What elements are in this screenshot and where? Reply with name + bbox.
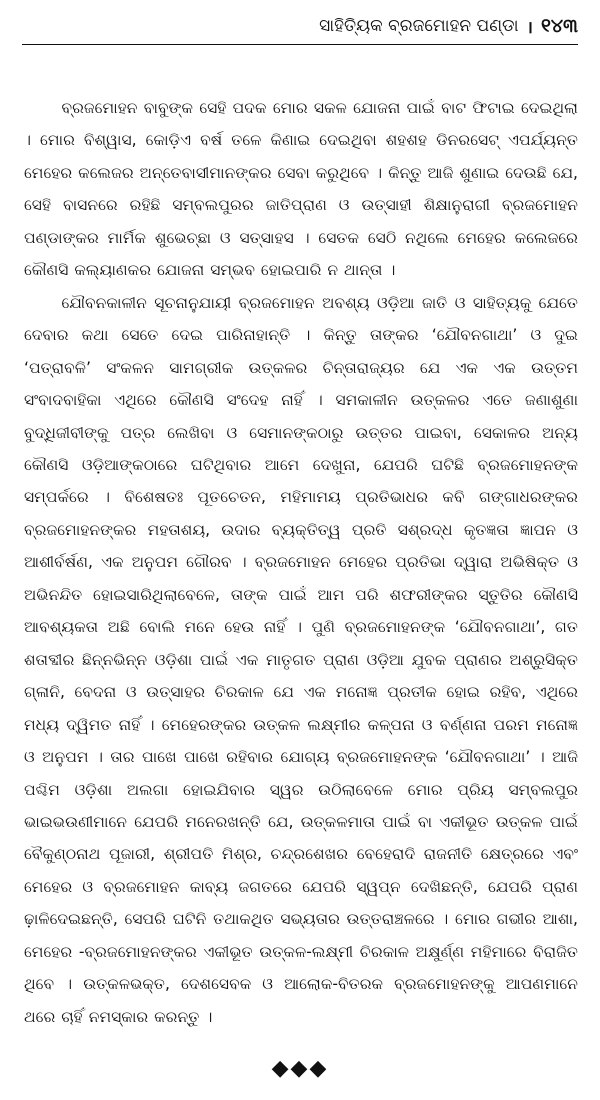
- running-header: [22, 10, 578, 42]
- end-ornament-diamond-icon: ◆◆◆: [271, 1056, 329, 1081]
- body-text: [24, 92, 578, 1033]
- page-number: ୧୪୩: [540, 15, 578, 37]
- paragraph-2: ଯୌବନକାଳୀନ ସୂଚନାନୁଯାୟୀ ବ୍ରଜମୋହନ ଅବଶ୍ୟ ଓଡ଼ିଆ ଜାତି ଓ ସାହିତ୍ୟକୁ ଯେତେ ଦେବାର କଥା ସେତେ ଦେଇ ପାରିନାହାନ୍ତି । କିନ୍ତୁ ତାଙ୍କର ‘ଯୌବନଗାଥା’ ଓ ଦୁଇ ‘ପତ୍ରାବଳି’ ସଂକଳନ ସାମଗ୍ରୀକ ଉତ୍କଳର ଚିନ୍ତାରାଜ୍ୟର ଯେ ଏକ ଏକ ଉତ୍ତମ ସଂବାଦବାହିକା ଏଥିରେ କୌଣସି ସଂଦେହ ନାହିଁ । ସମକାଳୀନ ଉତ୍କଳର ଏତେ ଜଣାଶୁଣା ବୁଦ୍ଧିଜୀବୀଙ୍କୁ ପତ୍ର ଲେଖିବା ଓ ସେମାନଙ୍କଠାରୁ ଉତ୍ତର ପାଇବା, ସେକାଳର ଅନ୍ୟ କୌଣସି ଓଡ଼ିଆଙ୍କଠାରେ ଘଟିଥିବାର ଆମେ ଦେଖୁନା, ଯେପରି ଘଟିଛି ବ୍ରଜମୋହନଙ୍କ ସମ୍ପର୍କରେ । ବିଶେଷତଃ ପୂତଚେତନ, ମହିମାମୟ ପ୍ରତିଭାଧର କବି ଗଙ୍ଗାଧରଙ୍କର ବ୍ରଜମୋହନଙ୍କର ମହତାଶୟ, ଉଦାର ବ୍ୟକ୍ତିତ୍ୱ ପ୍ରତି ସଶ୍ରଦ୍ଧ କୃତଜ୍ଞତା ଜ୍ଞାପନ ଓ ଆଶୀର୍ବର୍ଷଣ, ଏକ ଅନୁପମ ଗୌରବ । ବ୍ରଜମୋହନ ମେହେର ପ୍ରତିଭା ଦ୍ୱାରା ଅଭିଷିକ୍ତ ଓ ଅଭିନନ୍ଦିତ ହୋଇସାରିଥିଲାବେଳେ, ତାଙ୍କ ପାଇଁ ଆମ ପରି ଶଫରୀଙ୍କର ସ୍ତୁତିର କୌଣସି ଆବଶ୍ୟକତା ଅଛି ବୋଲି ମନେ ହେଉ ନାହିଁ । ପୁଣି ବ୍ରଜମୋହନଙ୍କ ‘ଯୌବନଗାଥା’, ଗତ ଶତାବ୍ଦୀର ଛିନ୍ନଭିନ୍ନ ଓଡ଼ିଶା ପାଇଁ ଏକ ମାତୃଗତ ପ୍ରାଣ ଓଡ଼ିଆ ଯୁବକ ପ୍ରାଣର ଅଶ୍ରୁସିକ୍ତ ଗ୍ଳାନି, ବେଦନା ଓ ଉତ୍ସାହର ଚିରକାଳ ଯେ ଏକ ମନୋଜ୍ଞ ପ୍ରତୀକ ହୋଇ ରହିବ, ଏଥିରେ ମଧ୍ୟ ଦ୍ୱିମତ ନାହିଁ । ମେହେରଙ୍କର ଉତ୍କଳ ଲକ୍ଷ୍ମୀର କଳ୍ପନା ଓ ବର୍ଣ୍ଣନା ପରମ ମନୋଜ୍ଞ ଓ ଅନୁପମ । ତାର ପାଖେ ପାଖେ ରହିବାର ଯୋଗ୍ୟ ବ୍ରଜମୋହନଙ୍କ ‘ଯୌବନଗାଥା’ । ଆଜି ପଶ୍ଚିମ ଓଡ଼ିଶା ଅଲଗା ହୋଇଯିବାର ସ୍ୱର ଉଠିଲାବେଳେ ମୋର ପ୍ରିୟ ସମ୍ବଲପୁର ଭାଇଭଉଣୀମାନେ ଯେପରି ମନେରଖନ୍ତି ଯେ, ଉତ୍କଳମାତା ପାଇଁ ବା ଏକୀଭୂତ ଉତ୍କଳ ପାଇଁ ବୈକୁଣ୍ଠନାଥ ପୂଜାରୀ, ଶ୍ରୀପତି ମିଶ୍ର, ଚନ୍ଦ୍ରଶେଖର ବେହେରାଦି ରାଜନୀତି କ୍ଷେତ୍ରରେ ଏବଂ ମେହେର ଓ ବ୍ରଜମୋହନ କାବ୍ୟ ଜଗତରେ ଯେପରି ସ୍ୱପ୍ନ ଦେଖିଛନ୍ତି, ଯେପରି ପ୍ରାଣ ଢ଼ାଳିଦେଇଛନ୍ତି, ସେପରି ଘଟିନି ତଥାକଥିତ ସଭ୍ୟତାର ଉତ୍ତରାଞ୍ଚଳରେ । ମୋର ଗଭୀର ଆଶା, ମେହେର -ବ୍ରଜମୋହନଙ୍କର ଏକୀଭୂତ ଉତ୍କଳ-ଲକ୍ଷ୍ମୀ ଚିରକାଳ ଅକ୍ଷୁର୍ଣ୍ଣ ମହିମାରେ ବିରାଜିତ ଥିବେ । ଉତ୍କଳଭକ୍ତ, ଦେଶସେବକ ଓ ଆଲୋକ-ବିତରକ ବ୍ରଜମୋହନଙ୍କୁ ଆପଣମାନେ ଥରେ ଚାହିଁ ନମସ୍କାର କରନ୍ତୁ ।: [24, 293, 578, 1026]
- paragraph-1: ବ୍ରଜମୋହନ ବାବୁଙ୍କ ସେହି ପଦକ ମୋର ସକଳ ଯୋଜନା ପାଇଁ ବାଟ ଫିଟାଇ ଦେଇଥିଲା । ମୋର ବିଶ୍ୱାସ, କୋଡ଼ିଏ ବର୍ଷ ତଳେ କିଣାଇ ଦେଇଥିବା ଶହଶହ ଡିନରସେଟ୍ ଏପର୍ଯ୍ୟନ୍ତ ମେହେର କଲେଜର ଅନ୍ତେବାସୀମାନଙ୍କର ସେବା କରୁଥିବେ । କିନ୍ତୁ ଆଜି ଶୁଣାଇ ଦେଉଛି ଯେ, ସେହି ବାସନରେ ରହିଛି ସମ୍ବଲପୁରର ଜାତିପ୍ରାଣ ଓ ଉତ୍ସାହୀ ଶିକ୍ଷାନୁରାଗୀ ବ୍ରଜମୋହନ ପଣ୍ଡାଙ୍କର ମାର୍ମିକ ଶୁଭେଚ୍ଛା ଓ ସତ୍‌ସାହସ । ସେତକ ସେଠି ନଥିଲେ ମେହେର କଲେଜରେ କୌଣସି କଲ୍ୟାଣକର ଯୋଜନା ସମ୍ଭବ ହୋଇପାରି ନ ଥାନ୍ତା ।: [24, 99, 578, 280]
- running-header-separator: ।: [526, 17, 533, 38]
- running-header-title: ସାହିତ୍ୟିକ ବ୍ରଜମୋହନ ପଣ୍ଡା: [319, 16, 519, 36]
- header-divider: [22, 44, 578, 45]
